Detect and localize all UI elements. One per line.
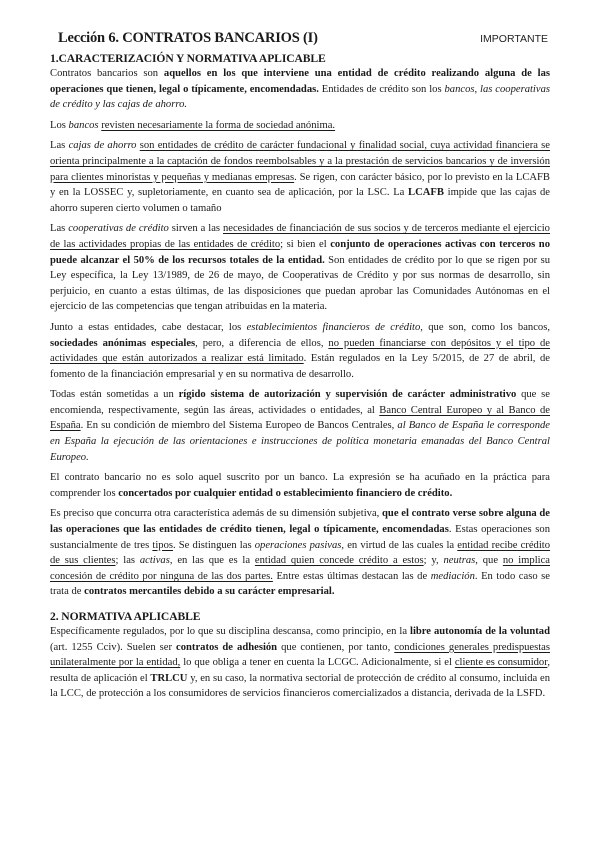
paragraph-cooperativas: Las cooperativas de crédito sirven a las necesidades de financiación de sus socios y de terceros mediante el ejercicio de las actividades propias de las entidades de crédito; si bien el conjunto de operaciones activas con terceros no puede alcanzar el 50% de los recursos totales de la entidad. Son entidades de crédito por lo que se rigen por su Ley específica, la Ley 13/1989, de 26 de mayo, de Cooperativas de Crédito y por sus normas de desarrollo, sin perjuicio, en cuanto a estas últimas, de las disposiciones que puedan aprobar las Comunidades Autónomas en el ejercicio de las competencias que tengan atribuidas en la materia. bbox=[50, 223, 550, 313]
paragraph-operaciones: Es preciso que concurra otra característica además de su dimensión subjetiva, que el contrato verse sobre alguna de las operaciones que las entidades de crédito tienen, legal o típicamente, encomendadas. Estas operaciones son sustancialmente de tres tipos. Se distinguen las operaciones pasivas, en virtud de las cuales la entidad recibe crédito de sus clientes; las activas, en las que es la entidad quien concede crédito a estos; y, neutras, que no implica concesión de crédito por ninguna de las dos partes. Entre estas últimas destacan las de mediación. En todo caso se trata de contratos mercantiles debido a su carácter empresarial. bbox=[50, 508, 551, 598]
section-2-heading: 2. NORMATIVA APLICABLE bbox=[50, 610, 201, 623]
page-header bbox=[50, 30, 550, 50]
paragraph-cajas-de-ahorro: Las cajas de ahorro son entidades de crédito de carácter fundacional y finalidad social, cuya actividad financiera se orienta principalmente a la captación de fondos reembolsables y a la prestación de servicios bancarios y de inversión para clientes minoristas y pequeñas y medianas empresas. Se rigen, con carácter básico, por lo previsto en la LCAFB y en la LOSSEC y, supletoriamente, en cuanto sea de aplicación, por la LSC. La LCAFB impide que las cajas de ahorro superen cierto volumen o tamaño bbox=[50, 140, 551, 214]
paragraph-establecimientos: Junto a estas entidades, cabe destacar, los establecimientos financieros de crédito, que son, como los bancos, sociedades anónimas especiales, pero, a diferencia de ellos, no pueden financiarse con depósitos y el tipo de actividades que están autorizados a realizar está limitado. Están regulados en la Ley 5/2015, de 27 de abril, de fomento de la financiación empresarial y en su normativa de desarrollo. bbox=[50, 321, 550, 380]
lesson-title: Lección 6. CONTRATOS BANCARIOS (I) bbox=[58, 30, 318, 46]
paragraph-contrato-bancario: El contrato bancario no es solo aquel suscrito por un banco. La expresión se ha acuñado en la práctica para comprender los concertados por cualquier entidad o establecimiento financiero de crédito. bbox=[50, 472, 550, 499]
paragraph-normativa: Específicamente regulados, por lo que su disciplina descansa, como principio, en la libre autonomía de la voluntad (art. 1255 Cciv). Suelen ser contratos de adhesión que contienen, por tanto, condiciones generales predispuestas unilateralmente por la entidad, lo que obliga a tener en cuenta la LCGC. Adicionalmente, si el cliente es consumidor, resulta de aplicación el TRLCU y, en su caso, la normativa sectorial de protección de crédito al consumo, incluida en la LCC, de protección a los consumidores de servicios financieros comercializados a distancia, derivada de la LSFD. bbox=[50, 626, 550, 700]
section-1-heading: 1.CARACTERIZACIÓN Y NORMATIVA APLICABLE bbox=[50, 52, 326, 65]
paragraph-supervision: Todas están sometidas a un rígido sistema de autorización y supervisión de carácter administrativo que se encomienda, respectivamente, según las áreas, actividades o entidades, al Banco Central Europeo y al Banco de España. En su condición de miembro del Sistema Europeo de Bancos Centrales, al Banco de España le corresponde en España la ejecución de las orientaciones e instrucciones de política monetaria emanadas del Banco Central Europeo. bbox=[50, 389, 551, 463]
importance-tag: IMPORTANTE bbox=[480, 33, 548, 45]
paragraph-definition: Contratos bancarios son aquellos en los que interviene una entidad de crédito realizando alguna de las operaciones que tienen, legal o típicamente, encomendadas. Entidades de crédito son los bancos, las cooperativas de crédito y las cajas de ahorro. bbox=[50, 68, 551, 111]
paragraph-bancos: Los bancos revisten necesariamente la forma de sociedad anónima. bbox=[50, 119, 336, 131]
